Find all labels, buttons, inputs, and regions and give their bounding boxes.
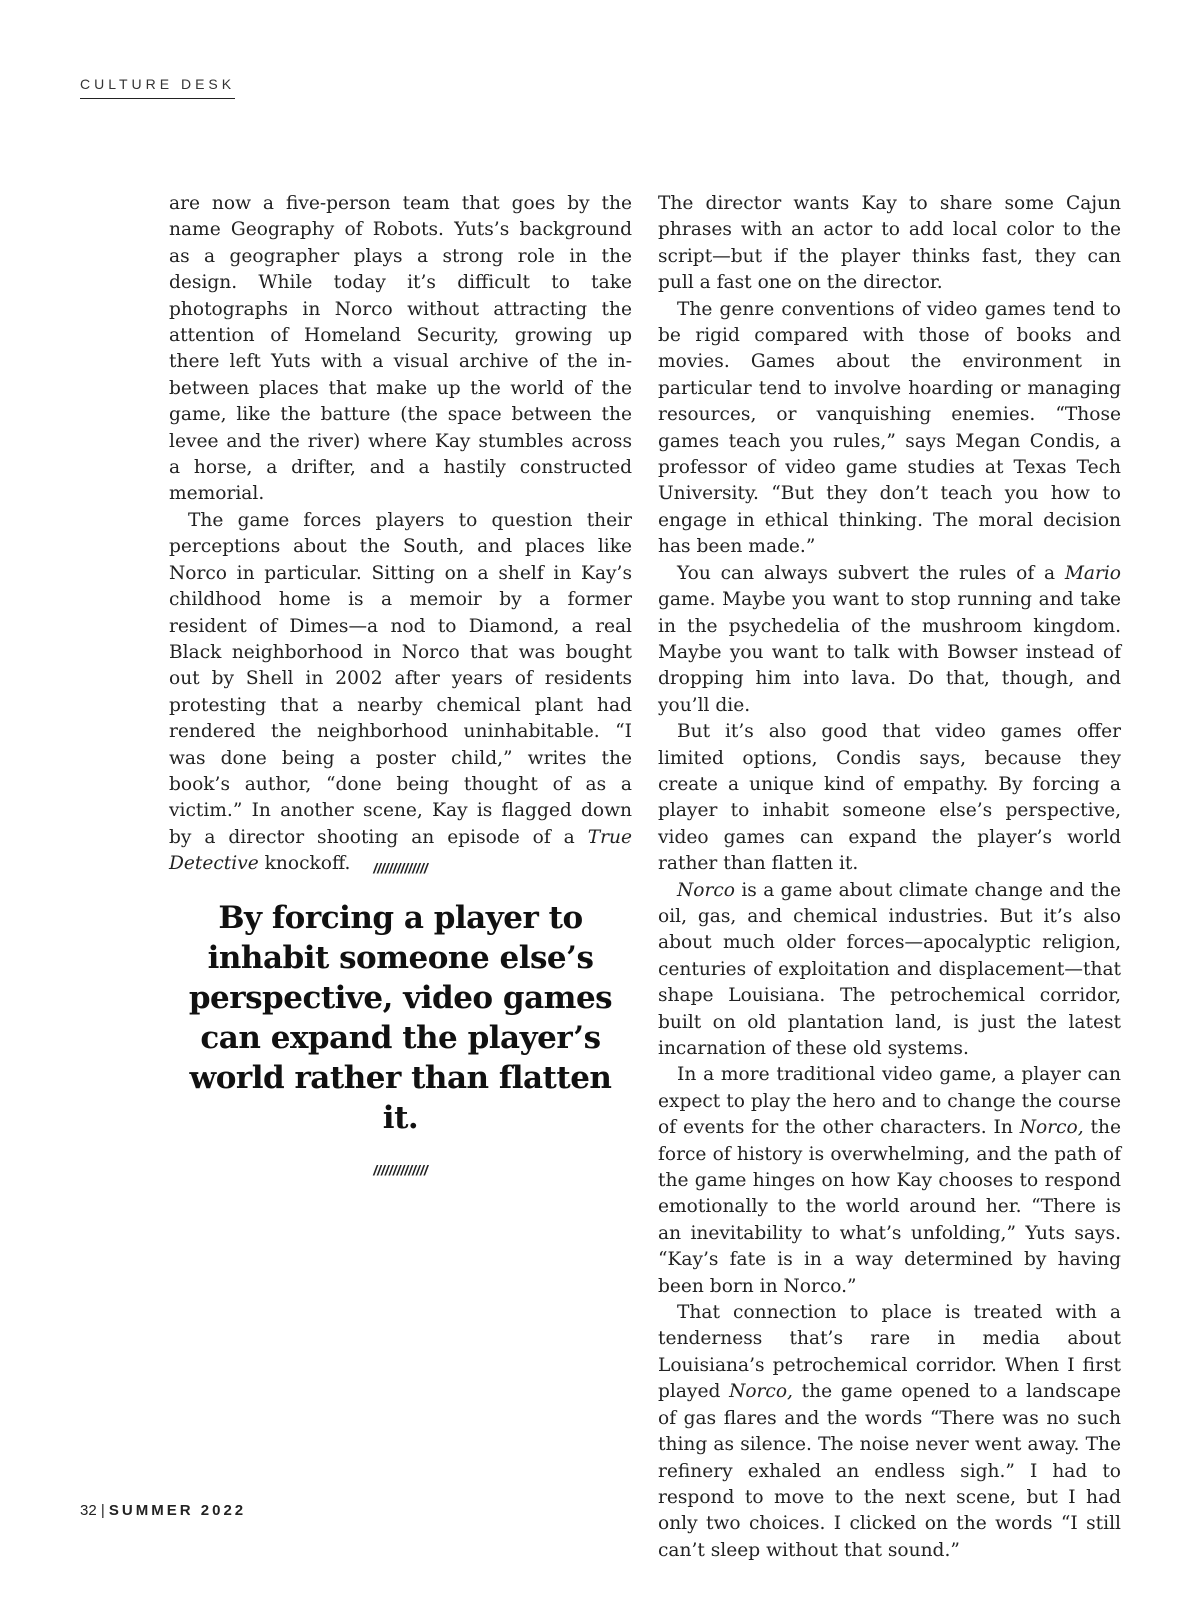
body-paragraph: The genre conventions of video games tend to be rigid compared with those of books and movies. Games about the environment in particular tend to involve hoarding or managing resources, or vanquishing enemies. “Those games teach you rules,” says Megan Condis, a professor of video game studies at Texas Tech University. “But they don’t teach you how to engage in ethical thinking. The moral decision has been made.” (658, 298, 1121, 558)
italic-title: True Detective (169, 826, 632, 875)
paragraph-text: That connection to place is treated with a tenderness that’s rare in media about Louisiana’s petrochemical corridor. When I first played (658, 1302, 1121, 1403)
left-column (169, 191, 632, 878)
italic-title: Norco, (1019, 1117, 1084, 1139)
issue-label: SUMMER 2022 (108, 1502, 247, 1519)
italic-title: Norco, (729, 1381, 793, 1403)
paragraph-text: You can always subvert the rules of a (677, 562, 1065, 584)
page-number: 32 (80, 1502, 97, 1519)
footer-separator: | (96, 1502, 109, 1519)
pull-quote (169, 860, 632, 1178)
pull-quote-divider-bottom: ////////////// (373, 1162, 428, 1178)
body-paragraph: are now a five-person team that goes by the name Geography of Robots. Yuts’s background as a geographer plays a strong role in the design. While today it’s difficult to take photographs in Norco without attracting the attention of Homeland Security, growing up there left Yuts with a visual archive of the in-between places that make up the world of the game, like the batture (the space between the levee and the river) where Kay stumbles across a horse, a drifter, and a hastily constructed memorial. (169, 193, 632, 505)
body-paragraph (658, 1062, 1121, 1300)
body-paragraph (658, 878, 1121, 1063)
paragraph-text: knockoff. (258, 853, 351, 875)
paragraph-text: the game opened to a landscape of gas flares and the words “There was no such thing as silence. The noise never went away. The refinery exhaled an endless sigh.” I had to respond to move to the next scene, but I had only two choices. I clicked on the words “I still can’t sleep without that sound.” (658, 1381, 1121, 1561)
pull-quote-divider-top: ////////////// (373, 860, 428, 876)
body-paragraph: But it’s also good that video games offer limited options, Condis says, because they create a unique kind of empathy. By forcing a player to inhabit someone else’s perspective, video games can expand the player’s world rather than flatten it. (658, 721, 1121, 875)
paragraph-text: is a game about climate change and the oil, gas, and chemical industries. But it’s also about much older forces—apocalyptic religion, centuries of exploitation and displacement—that shape Louisiana. The petrochemical corridor, built on old plantation land, is just the latest incarnation of these old systems. (658, 879, 1121, 1059)
italic-title: Mario (1064, 562, 1121, 584)
paragraph-text: game. Maybe you want to stop running and take in the psychedelia of the mushroom kingdom. Maybe you want to talk with Bowser instead of dropping him into lava. Do that, though, and you’ll die. (658, 589, 1121, 716)
section-label: CULTURE DESK (80, 76, 235, 99)
body-paragraph (658, 1300, 1121, 1564)
body-paragraph (658, 561, 1121, 719)
body-paragraph (169, 508, 632, 878)
pull-quote-text: By forcing a player to inhabit someone else’s perspective, video games can expand the player’s world rather than flatten it. (188, 900, 613, 1136)
paragraph-text: The game forces players to question their perceptions about the South, and places like Norco in particular. Sitting on a shelf in Kay’s childhood home is a memoir by a former resident of Dimes—a nod to Diamond, a real Black neighborhood in Norco that was bought out by Shell in 2002 after years of residents protesting that a nearby chemical plant had rendered the neighborhood uninhabitable. “I was done being a poster child,” writes the book’s author, “done being thought of as a victim.” In another scene, Kay is flagged down by a director shooting an episode of a (169, 509, 632, 848)
body-paragraph: The director wants Kay to share some Cajun phrases with an actor to add local color to the script—but if the player thinks fast, they can pull a fast one on the director. (658, 193, 1121, 294)
paragraph-text: the force of history is overwhelming, and the path of the game hinges on how Kay chooses to respond emotionally to the world around her. “There is an inevitability to what’s unfolding,” Yuts says. “Kay’s fate is in a way determined by having been born in Norco.” (658, 1117, 1121, 1297)
right-column (658, 191, 1121, 1564)
paragraph-text: In a more traditional video game, a player can expect to play the hero and to change the course of events for the other characters. In (658, 1064, 1121, 1139)
page-footer (80, 1502, 246, 1519)
italic-title: Norco (677, 879, 735, 901)
